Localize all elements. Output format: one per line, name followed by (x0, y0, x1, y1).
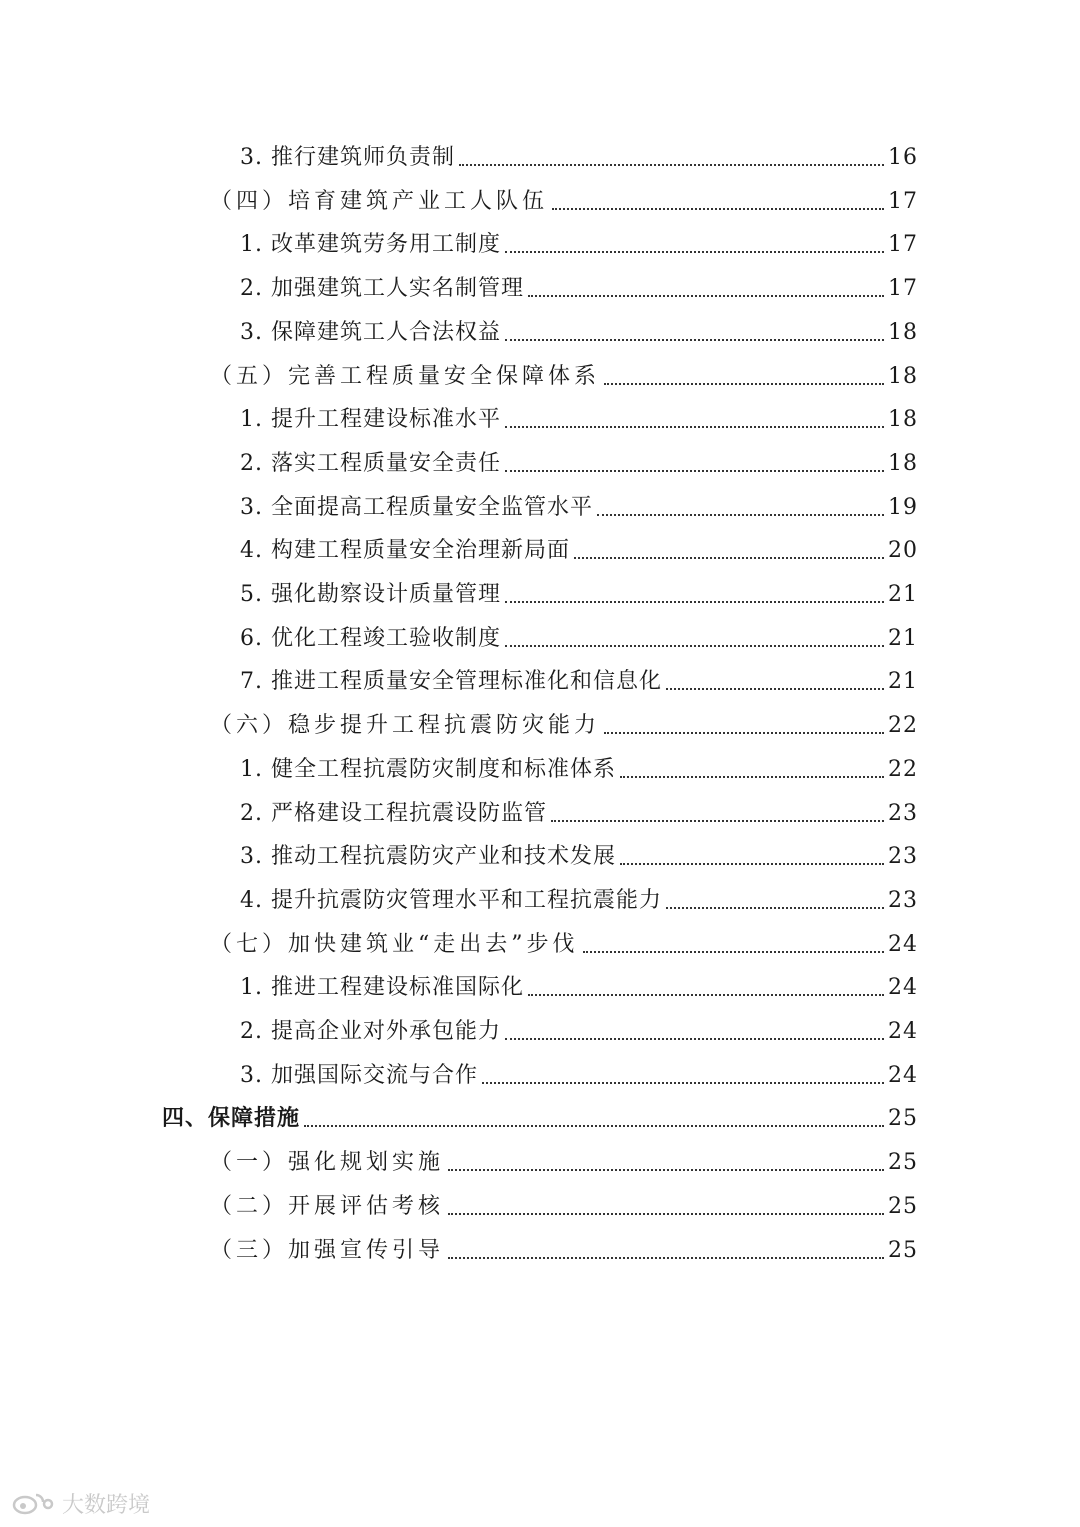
dot-leader (505, 470, 884, 472)
toc-entry[interactable] (240, 832, 918, 872)
toc-entry-title: 1. 提升工程建设标准水平 (240, 407, 501, 433)
toc-entry-title: 2. 加强建筑工人实名制管理 (240, 276, 524, 302)
toc-entry-title: 4. 构建工程质量安全治理新局面 (240, 538, 570, 564)
toc-entry[interactable] (240, 876, 918, 916)
dot-leader (604, 383, 884, 385)
toc-entry-page-number: 22 (888, 756, 918, 782)
toc-entry[interactable] (240, 1051, 918, 1091)
toc-entry-title: 1. 健全工程抗震防灾制度和标准体系 (240, 756, 616, 782)
toc-entry-title: 3. 加强国际交流与合作 (240, 1062, 478, 1088)
toc-entry[interactable] (240, 308, 918, 348)
toc-entry[interactable] (240, 570, 918, 610)
toc-entry-page-number: 20 (888, 538, 918, 564)
toc-entry-title: 7. 推进工程质量安全管理标准化和信息化 (240, 669, 662, 695)
toc-entry[interactable] (240, 133, 918, 173)
dot-leader (448, 1169, 884, 1171)
toc-entry-page-number: 25 (888, 1237, 918, 1263)
toc-entry-title: 四、保障措施 (162, 1106, 301, 1132)
dot-leader (666, 907, 884, 909)
toc-entry-title: （四）培育建筑产业工人队伍 (210, 188, 549, 214)
dot-leader (528, 295, 884, 297)
toc-entry-page-number: 25 (888, 1150, 918, 1176)
toc-entry-page-number: 22 (888, 713, 918, 739)
toc-entry-title: 2. 严格建设工程抗震设防监管 (240, 800, 547, 826)
toc-entry-page-number: 18 (888, 363, 918, 389)
dot-leader (505, 1038, 884, 1040)
toc-entry[interactable] (240, 220, 918, 260)
toc-entry-page-number: 23 (888, 844, 918, 870)
dot-leader (597, 514, 884, 516)
watermark-text: 大数跨境 (62, 1492, 151, 1518)
dot-leader (505, 601, 884, 603)
toc-entry[interactable] (210, 177, 918, 217)
dot-leader (583, 951, 885, 953)
toc-entry-title: 4. 提升抗震防灾管理水平和工程抗震能力 (240, 887, 662, 913)
toc-entry[interactable] (240, 1007, 918, 1047)
dot-leader (505, 645, 884, 647)
toc-entry-title: （五）完善工程质量安全保障体系 (210, 363, 601, 389)
toc-entry-page-number: 18 (888, 319, 918, 345)
toc-entry[interactable] (210, 1182, 918, 1222)
dot-leader (620, 863, 884, 865)
toc-entry-page-number: 23 (888, 887, 918, 913)
toc-entry-page-number: 18 (888, 407, 918, 433)
toc-entry-title: 2. 落实工程质量安全责任 (240, 450, 501, 476)
toc-entry[interactable] (240, 614, 918, 654)
toc-entry-title: 3. 全面提高工程质量安全监管水平 (240, 494, 593, 520)
toc-entry-page-number: 17 (888, 276, 918, 302)
toc-entry[interactable] (240, 789, 918, 829)
watermark (12, 1488, 150, 1518)
dot-leader (551, 820, 884, 822)
toc-entry-page-number: 24 (888, 975, 918, 1001)
toc-entry-title: 1. 改革建筑劳务用工制度 (240, 232, 501, 258)
toc-entry-title: （七）加快建筑业“走出去”步伐 (210, 931, 579, 957)
toc-entry-page-number: 24 (888, 931, 918, 957)
toc-entry[interactable] (162, 1094, 918, 1134)
toc-entry-title: 6. 优化工程竣工验收制度 (240, 625, 501, 651)
toc-entry-title: 3. 推行建筑师负责制 (240, 145, 455, 170)
toc-entry[interactable] (210, 920, 918, 960)
toc-entry-page-number: 19 (888, 494, 918, 520)
dot-leader (666, 688, 884, 690)
dot-leader (459, 164, 884, 166)
toc-entry[interactable] (210, 352, 918, 392)
toc-entry-page-number: 23 (888, 800, 918, 826)
toc-entry-title: （二）开展评估考核 (210, 1193, 445, 1219)
toc-entry[interactable] (210, 1226, 918, 1266)
toc-entry[interactable] (240, 526, 918, 566)
toc-entry-title: 3. 推动工程抗震防灾产业和技术发展 (240, 844, 616, 870)
dot-leader (604, 732, 884, 734)
toc-entry-title: 2. 提高企业对外承包能力 (240, 1019, 501, 1044)
toc-entry[interactable] (240, 439, 918, 479)
dot-leader (552, 208, 884, 210)
toc-entry-title: 1. 推进工程建设标准国际化 (240, 975, 524, 1001)
toc-entry-title: （一）强化规划实施 (210, 1150, 445, 1176)
dot-leader (574, 557, 884, 559)
dot-leader (448, 1257, 884, 1259)
toc-entry-title: 3. 保障建筑工人合法权益 (240, 319, 501, 345)
toc-entry-page-number: 17 (888, 188, 918, 214)
toc-entry[interactable] (240, 483, 918, 523)
toc-entry-title: （三）加强宣传引导 (210, 1237, 445, 1263)
dot-leader (505, 339, 884, 341)
toc-entry-title: （六）稳步提升工程抗震防灾能力 (210, 713, 601, 739)
toc-entry[interactable] (240, 963, 918, 1003)
toc-entry[interactable] (240, 395, 918, 435)
dot-leader (528, 994, 884, 996)
toc-entry-title: 5. 强化勘察设计质量管理 (240, 582, 501, 607)
toc-entry-page-number: 17 (888, 232, 918, 258)
toc-entry-page-number: 24 (888, 1019, 918, 1044)
toc-entry-page-number: 21 (888, 582, 918, 607)
toc-entry-page-number: 21 (888, 625, 918, 651)
toc-entry-page-number: 18 (888, 450, 918, 476)
toc-entry[interactable] (210, 1138, 918, 1178)
dot-leader (505, 426, 884, 428)
dot-leader (448, 1213, 884, 1215)
dot-leader (505, 251, 884, 253)
toc-entry[interactable] (240, 264, 918, 304)
toc-entry[interactable] (210, 701, 918, 741)
toc-entry-page-number: 21 (888, 669, 918, 695)
dot-leader (482, 1082, 884, 1084)
dot-leader (620, 776, 884, 778)
toc-entry-page-number: 24 (888, 1062, 918, 1088)
toc-entry[interactable] (240, 745, 918, 785)
toc-entry-page-number: 25 (888, 1106, 918, 1132)
toc-entry-page-number: 25 (888, 1193, 918, 1219)
dot-leader (304, 1125, 884, 1127)
toc-entry[interactable] (240, 657, 918, 697)
weibo-logo-icon (12, 1490, 56, 1516)
toc-entry-page-number: 16 (888, 145, 918, 170)
